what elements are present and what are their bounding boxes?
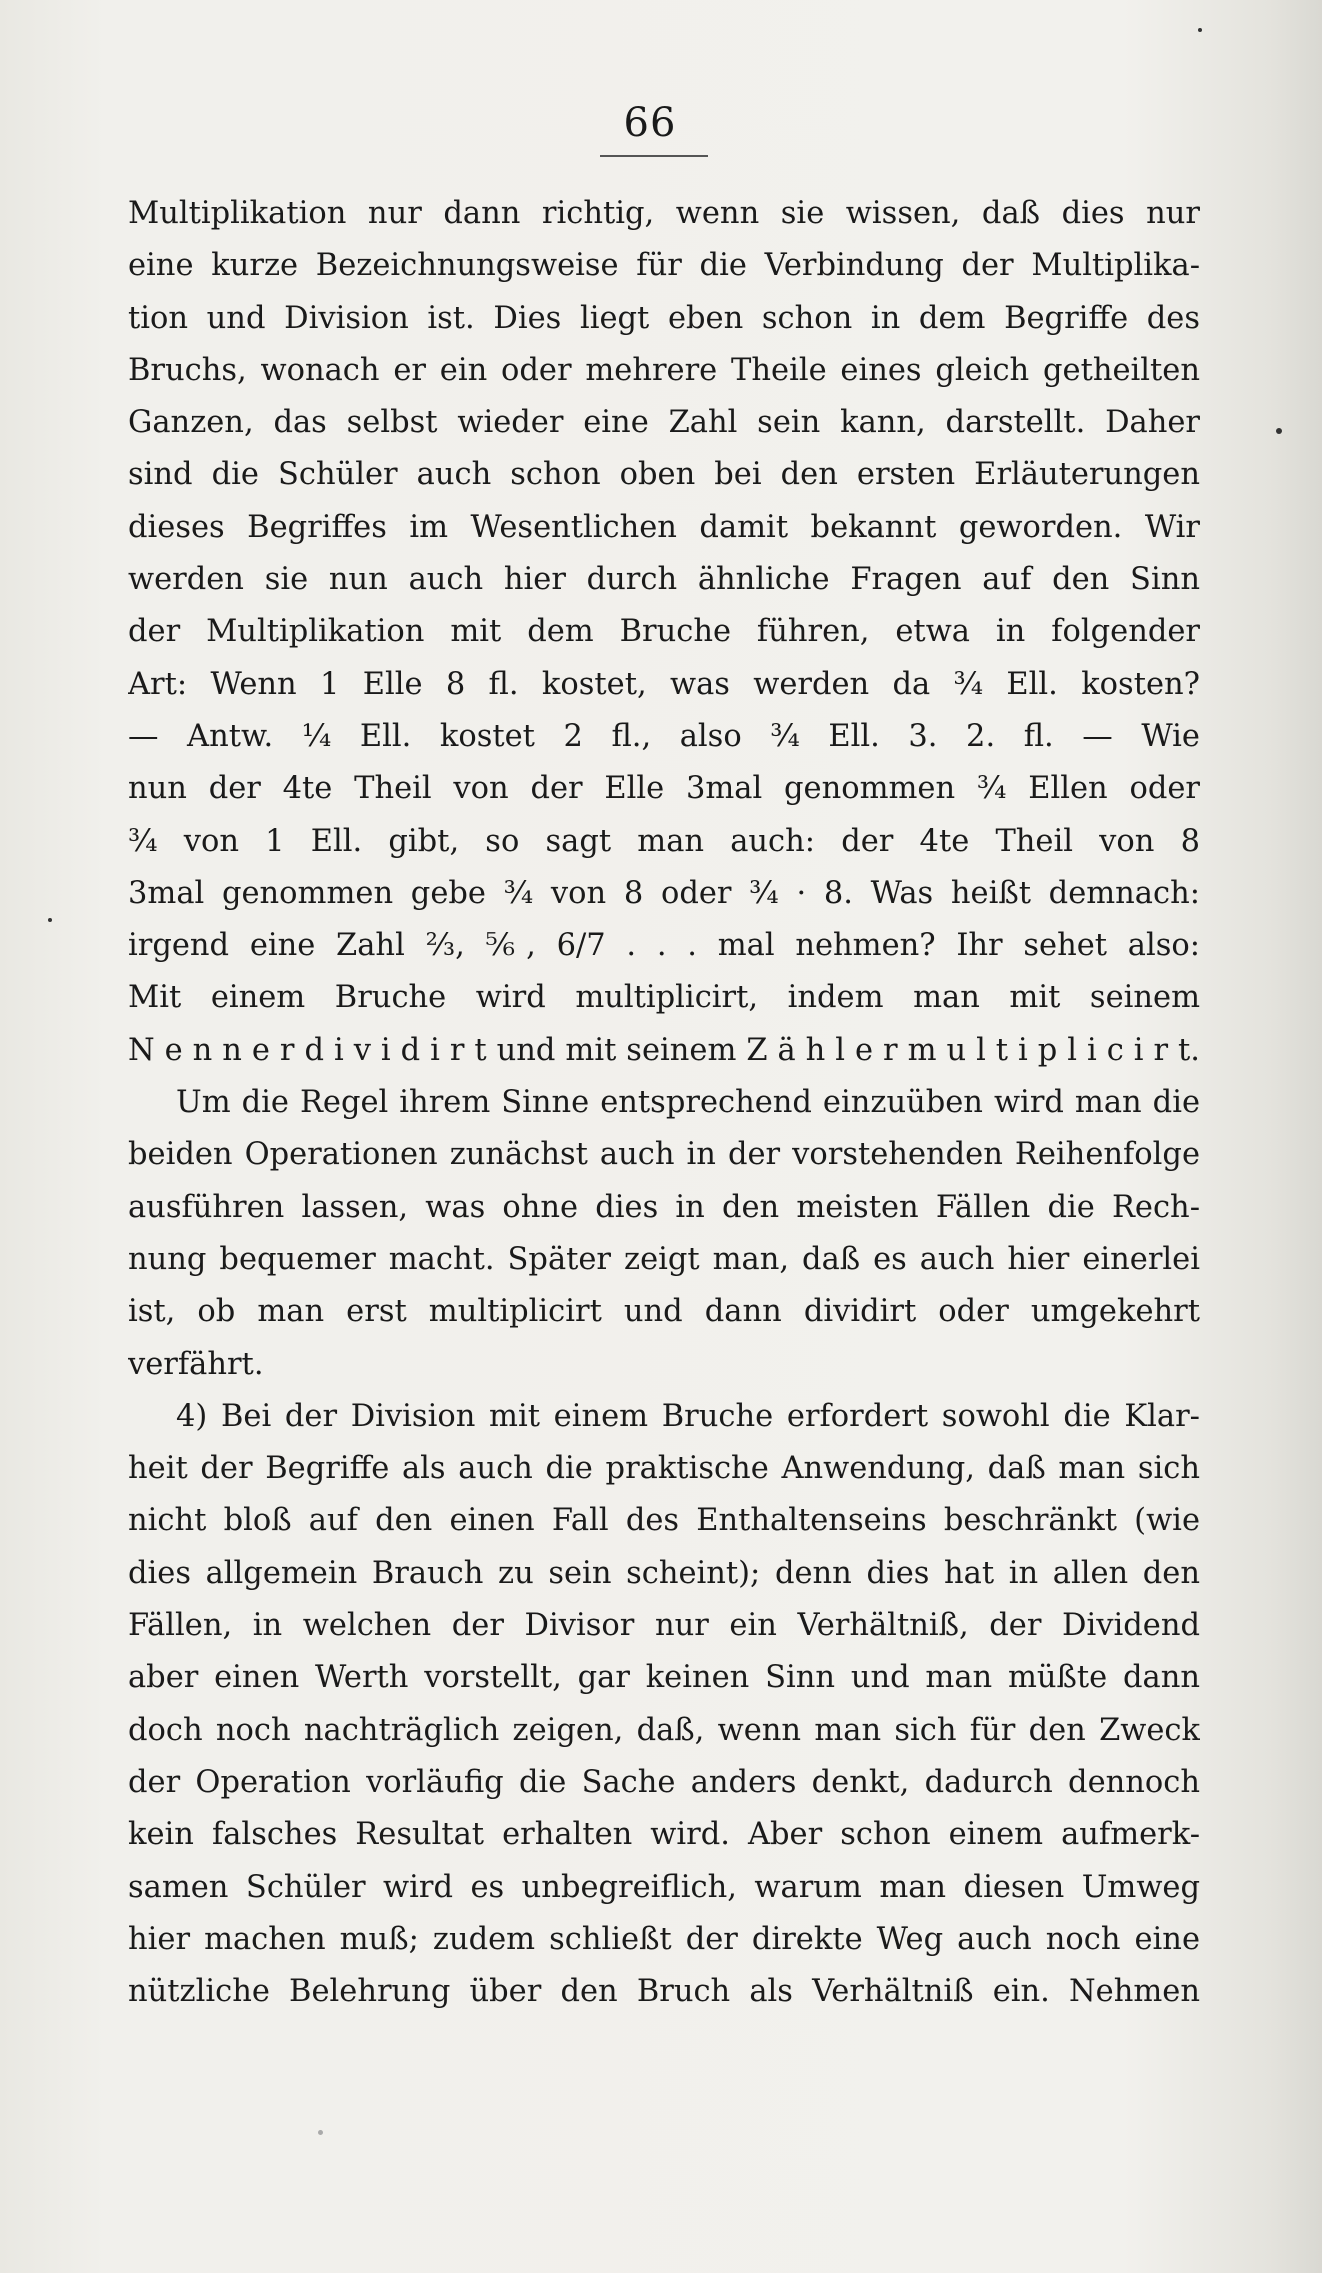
text-line: Mit einem Bruche wird multiplicirt, indem man mit seinem [128, 980, 1200, 1016]
text-line: nützliche Belehrung über den Bruch als Verhältniß ein. Nehmen [128, 1974, 1200, 2010]
ink-speck [48, 918, 52, 922]
text-line: dieses Begriffes im Wesentlichen damit bekannt geworden. Wir [128, 509, 1200, 545]
text-line: der Operation vorläufig die Sache anders denkt, dadurch dennoch [128, 1764, 1200, 1800]
header-rule [600, 155, 708, 157]
text-line: ausführen lassen, was ohne dies in den meisten Fällen die Rech- [128, 1189, 1200, 1225]
text-line: ¾ von 1 Ell. gibt, so sagt man auch: der 4te Theil von 8 [128, 823, 1200, 859]
text-line: irgend eine Zahl ⅔, ⅚, 6/7 . . . mal nehmen? Ihr sehet also: [128, 928, 1200, 964]
text-line: hier machen muß; zudem schließt der direkte Weg auch noch eine [128, 1921, 1200, 1957]
text-line: Fällen, in welchen der Divisor nur ein Verhältniß, der Dividend [128, 1608, 1200, 1644]
ink-speck [318, 2130, 323, 2135]
text-line: 4) Bei der Division mit einem Bruche erfordert sowohl die Klar- [176, 1398, 1200, 1434]
text-line: Ganzen, das selbst wieder eine Zahl sein kann, darstellt. Daher [128, 405, 1200, 441]
text-line: N e n n e r d i v i d i r t und mit seinem Z ä h l e r m u l t i p l i c i r t. [128, 1032, 1200, 1068]
text-line: Um die Regel ihrem Sinne entsprechend einzuüben wird man die [176, 1085, 1200, 1121]
text-line: Art: Wenn 1 Elle 8 fl. kostet, was werden da ¾ Ell. kosten? [128, 666, 1200, 702]
text-line: sind die Schüler auch schon oben bei den ersten Erläuterungen [128, 457, 1200, 493]
body-text [128, 188, 1200, 2018]
text-line: ist, ob man erst multiplicirt und dann dividirt oder umgekehrt [128, 1294, 1200, 1330]
text-line: der Multiplikation mit dem Bruche führen, etwa in folgender [128, 614, 1200, 650]
text-line: nun der 4te Theil von der Elle 3mal genommen ¾ Ellen oder [128, 771, 1200, 807]
text-line: Multiplikation nur dann richtig, wenn sie wissen, daß dies nur [128, 196, 1200, 231]
text-line: Bruchs, wonach er ein oder mehrere Theile eines gleich getheilten [128, 352, 1200, 388]
text-line: 3mal genommen gebe ¾ von 8 oder ¾ · 8. Was heißt demnach: [128, 875, 1200, 911]
text-line: nung bequemer macht. Später zeigt man, daß es auch hier einerlei [128, 1241, 1200, 1277]
text-line: tion und Division ist. Dies liegt eben schon in dem Begriffe des [128, 300, 1200, 336]
text-line: werden sie nun auch hier durch ähnliche Fragen auf den Sinn [128, 562, 1200, 598]
text-line: dies allgemein Brauch zu sein scheint); denn dies hat in allen den [128, 1555, 1200, 1591]
text-line: eine kurze Bezeichnungsweise für die Verbindung der Multiplika- [128, 248, 1200, 284]
ink-speck [1276, 428, 1282, 434]
text-line: verfährt. [128, 1346, 264, 1382]
ink-speck [1198, 28, 1202, 32]
page-number: 66 [623, 100, 677, 146]
text-line: — Antw. ¼ Ell. kostet 2 fl., also ¾ Ell. 3. 2. fl. — Wie [128, 718, 1200, 754]
text-line: samen Schüler wird es unbegreiflich, warum man diesen Umweg [128, 1869, 1200, 1905]
text-line: doch noch nachträglich zeigen, daß, wenn man sich für den Zweck [128, 1712, 1200, 1748]
text-line: beiden Operationen zunächst auch in der vorstehenden Reihenfolge [128, 1137, 1200, 1173]
text-line: heit der Begriffe als auch die praktische Anwendung, daß man sich [128, 1451, 1200, 1487]
text-line: nicht bloß auf den einen Fall des Enthaltenseins beschränkt (wie [128, 1503, 1200, 1539]
text-line: aber einen Werth vorstellt, gar keinen Sinn und man müßte dann [128, 1660, 1200, 1696]
text-line: kein falsches Resultat erhalten wird. Aber schon einem aufmerk- [128, 1817, 1200, 1853]
